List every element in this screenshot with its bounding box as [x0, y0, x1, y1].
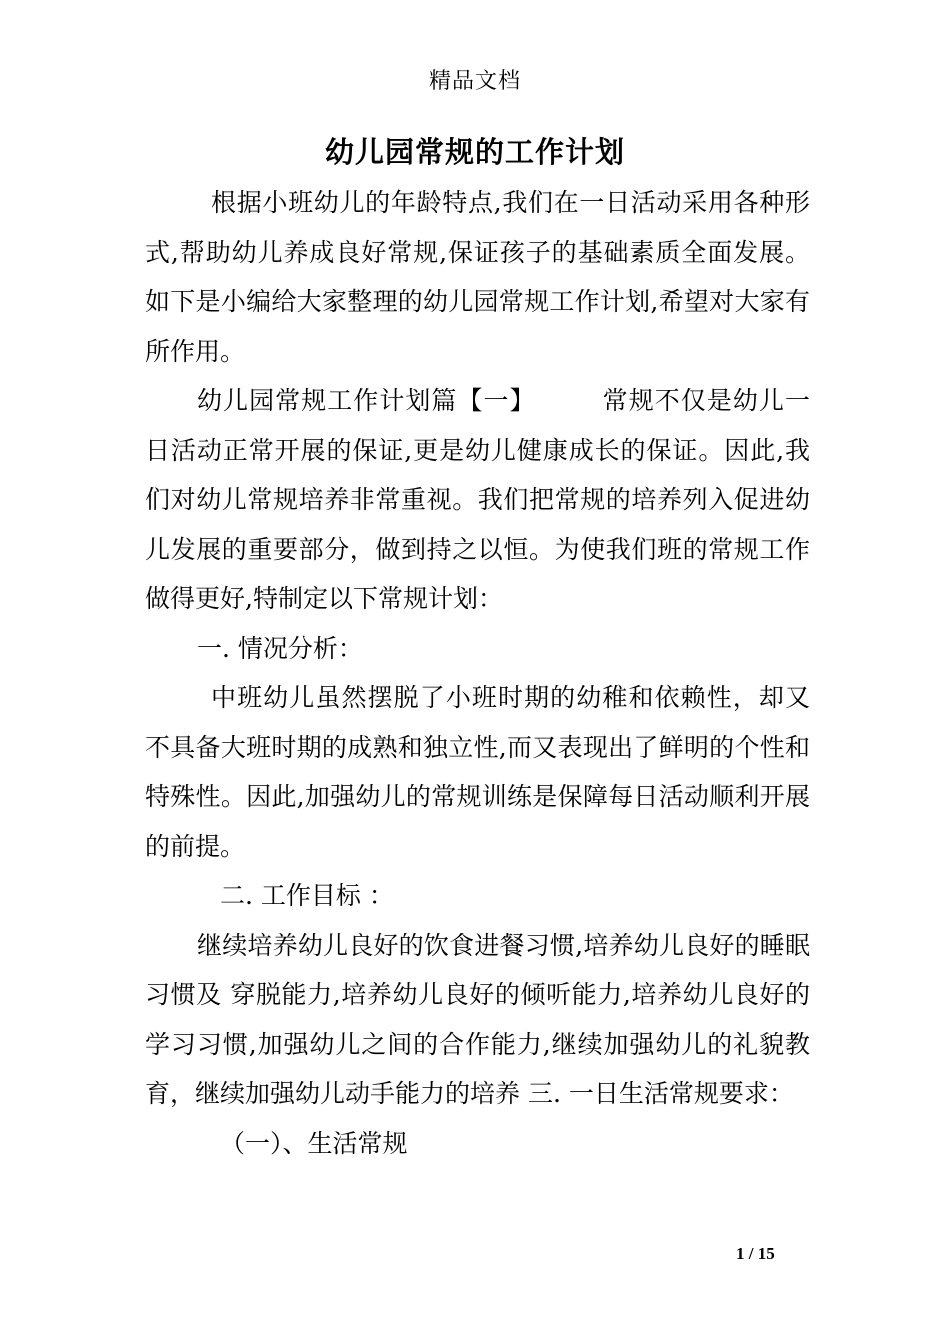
goals-heading: 二. 工作目标 ： [220, 881, 394, 910]
section1-heading: 幼儿园常规工作计划篇【一】 [197, 386, 536, 415]
document-title: 幼儿园常规的工作计划 [324, 135, 625, 169]
situation-heading: 一. 情况分析： [197, 633, 363, 663]
life-heading: （一）、生活常规 [220, 1128, 408, 1158]
intro-paragraph: 根据小班幼儿的年龄特点,我们在一日活动采用各种形式,帮助幼儿养成良好常规,保证孩子的基础素质全面发展。如下是小编给大家整理的幼儿园常规工作计划,希望对大家有所作用。 [145, 188, 810, 366]
situation-paragraph: 中班幼儿虽然摆脱了小班时期的幼稚和依赖性，却又不具备大班时期的成熟和独立性,而又表现出了鲜明的个性和特殊性。因此,加强幼儿的常规训练是保障每日活动顺利开展的前提。 [145, 683, 810, 861]
document-body [145, 178, 810, 1168]
section1-text: 常规不仅是幼儿一日活动正常开展的保证,更是幼儿健康成长的保证。因此,我们对幼儿常规培养非常重视。我们把常规的培养列入促进幼儿发展的重要部分，做到持之以恒。为使我们班的常规工作做得更好,特制定以下常规计划： [145, 386, 810, 613]
document-header: 精品文档 [428, 69, 521, 94]
section1-paragraph [145, 376, 810, 624]
page-number: 1 / 15 [736, 1244, 775, 1263]
goals-paragraph: 继续培养幼儿良好的饮食进餐习惯,培养幼儿良好的睡眠习惯及 穿脱能力,培养幼儿良好的倾听能力,培养幼儿良好的学习习惯,加强幼儿之间的合作能力,继续加强幼儿的礼貌教育，继续加强幼儿动手能力的培养 三. 一日生活常规要求： [145, 930, 810, 1108]
